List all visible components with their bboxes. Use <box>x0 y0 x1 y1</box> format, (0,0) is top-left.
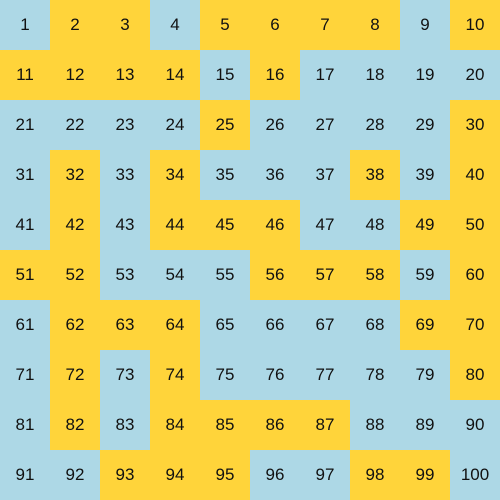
grid-cell-16[interactable]: 16 <box>250 50 300 100</box>
grid-cell-43[interactable]: 43 <box>100 200 150 250</box>
grid-cell-23[interactable]: 23 <box>100 100 150 150</box>
grid-cell-19[interactable]: 19 <box>400 50 450 100</box>
grid-cell-73[interactable]: 73 <box>100 350 150 400</box>
grid-cell-12[interactable]: 12 <box>50 50 100 100</box>
grid-cell-10[interactable]: 10 <box>450 0 500 50</box>
grid-cell-66[interactable]: 66 <box>250 300 300 350</box>
grid-cell-37[interactable]: 37 <box>300 150 350 200</box>
grid-cell-35[interactable]: 35 <box>200 150 250 200</box>
grid-cell-45[interactable]: 45 <box>200 200 250 250</box>
grid-cell-52[interactable]: 52 <box>50 250 100 300</box>
grid-cell-48[interactable]: 48 <box>350 200 400 250</box>
grid-cell-25[interactable]: 25 <box>200 100 250 150</box>
grid-cell-70[interactable]: 70 <box>450 300 500 350</box>
grid-cell-69[interactable]: 69 <box>400 300 450 350</box>
grid-cell-41[interactable]: 41 <box>0 200 50 250</box>
grid-cell-13[interactable]: 13 <box>100 50 150 100</box>
grid-cell-46[interactable]: 46 <box>250 200 300 250</box>
grid-cell-11[interactable]: 11 <box>0 50 50 100</box>
grid-cell-4[interactable]: 4 <box>150 0 200 50</box>
grid-cell-80[interactable]: 80 <box>450 350 500 400</box>
grid-cell-20[interactable]: 20 <box>450 50 500 100</box>
grid-cell-2[interactable]: 2 <box>50 0 100 50</box>
grid-cell-21[interactable]: 21 <box>0 100 50 150</box>
grid-cell-82[interactable]: 82 <box>50 400 100 450</box>
grid-cell-96[interactable]: 96 <box>250 450 300 500</box>
grid-cell-93[interactable]: 93 <box>100 450 150 500</box>
grid-cell-67[interactable]: 67 <box>300 300 350 350</box>
grid-cell-50[interactable]: 50 <box>450 200 500 250</box>
grid-cell-61[interactable]: 61 <box>0 300 50 350</box>
grid-cell-15[interactable]: 15 <box>200 50 250 100</box>
grid-cell-44[interactable]: 44 <box>150 200 200 250</box>
grid-cell-88[interactable]: 88 <box>350 400 400 450</box>
grid-cell-3[interactable]: 3 <box>100 0 150 50</box>
grid-cell-99[interactable]: 99 <box>400 450 450 500</box>
grid-cell-47[interactable]: 47 <box>300 200 350 250</box>
grid-cell-71[interactable]: 71 <box>0 350 50 400</box>
grid-cell-18[interactable]: 18 <box>350 50 400 100</box>
grid-cell-5[interactable]: 5 <box>200 0 250 50</box>
grid-cell-76[interactable]: 76 <box>250 350 300 400</box>
grid-cell-84[interactable]: 84 <box>150 400 200 450</box>
grid-cell-7[interactable]: 7 <box>300 0 350 50</box>
grid-cell-63[interactable]: 63 <box>100 300 150 350</box>
grid-cell-72[interactable]: 72 <box>50 350 100 400</box>
grid-cell-97[interactable]: 97 <box>300 450 350 500</box>
grid-cell-24[interactable]: 24 <box>150 100 200 150</box>
grid-cell-6[interactable]: 6 <box>250 0 300 50</box>
grid-cell-8[interactable]: 8 <box>350 0 400 50</box>
grid-cell-87[interactable]: 87 <box>300 400 350 450</box>
grid-cell-34[interactable]: 34 <box>150 150 200 200</box>
grid-cell-74[interactable]: 74 <box>150 350 200 400</box>
grid-cell-65[interactable]: 65 <box>200 300 250 350</box>
grid-cell-78[interactable]: 78 <box>350 350 400 400</box>
grid-cell-85[interactable]: 85 <box>200 400 250 450</box>
grid-cell-90[interactable]: 90 <box>450 400 500 450</box>
grid-cell-1[interactable]: 1 <box>0 0 50 50</box>
grid-cell-54[interactable]: 54 <box>150 250 200 300</box>
grid-cell-29[interactable]: 29 <box>400 100 450 150</box>
grid-cell-92[interactable]: 92 <box>50 450 100 500</box>
grid-cell-57[interactable]: 57 <box>300 250 350 300</box>
grid-cell-77[interactable]: 77 <box>300 350 350 400</box>
grid-cell-40[interactable]: 40 <box>450 150 500 200</box>
grid-cell-89[interactable]: 89 <box>400 400 450 450</box>
grid-cell-38[interactable]: 38 <box>350 150 400 200</box>
grid-cell-9[interactable]: 9 <box>400 0 450 50</box>
grid-cell-28[interactable]: 28 <box>350 100 400 150</box>
grid-cell-91[interactable]: 91 <box>0 450 50 500</box>
grid-cell-51[interactable]: 51 <box>0 250 50 300</box>
grid-cell-59[interactable]: 59 <box>400 250 450 300</box>
grid-cell-17[interactable]: 17 <box>300 50 350 100</box>
grid-cell-94[interactable]: 94 <box>150 450 200 500</box>
grid-cell-79[interactable]: 79 <box>400 350 450 400</box>
grid-cell-49[interactable]: 49 <box>400 200 450 250</box>
grid-cell-83[interactable]: 83 <box>100 400 150 450</box>
grid-cell-30[interactable]: 30 <box>450 100 500 150</box>
grid-cell-39[interactable]: 39 <box>400 150 450 200</box>
grid-cell-56[interactable]: 56 <box>250 250 300 300</box>
grid-cell-60[interactable]: 60 <box>450 250 500 300</box>
grid-cell-32[interactable]: 32 <box>50 150 100 200</box>
grid-cell-86[interactable]: 86 <box>250 400 300 450</box>
grid-cell-62[interactable]: 62 <box>50 300 100 350</box>
grid-cell-98[interactable]: 98 <box>350 450 400 500</box>
grid-cell-42[interactable]: 42 <box>50 200 100 250</box>
grid-cell-55[interactable]: 55 <box>200 250 250 300</box>
grid-cell-81[interactable]: 81 <box>0 400 50 450</box>
grid-cell-68[interactable]: 68 <box>350 300 400 350</box>
grid-cell-58[interactable]: 58 <box>350 250 400 300</box>
grid-cell-64[interactable]: 64 <box>150 300 200 350</box>
grid-cell-22[interactable]: 22 <box>50 100 100 150</box>
grid-cell-75[interactable]: 75 <box>200 350 250 400</box>
grid-cell-53[interactable]: 53 <box>100 250 150 300</box>
grid-cell-36[interactable]: 36 <box>250 150 300 200</box>
grid-cell-26[interactable]: 26 <box>250 100 300 150</box>
grid-cell-31[interactable]: 31 <box>0 150 50 200</box>
grid-cell-27[interactable]: 27 <box>300 100 350 150</box>
grid-cell-33[interactable]: 33 <box>100 150 150 200</box>
grid-cell-100[interactable]: 100 <box>450 450 500 500</box>
grid-cell-14[interactable]: 14 <box>150 50 200 100</box>
grid-cell-95[interactable]: 95 <box>200 450 250 500</box>
